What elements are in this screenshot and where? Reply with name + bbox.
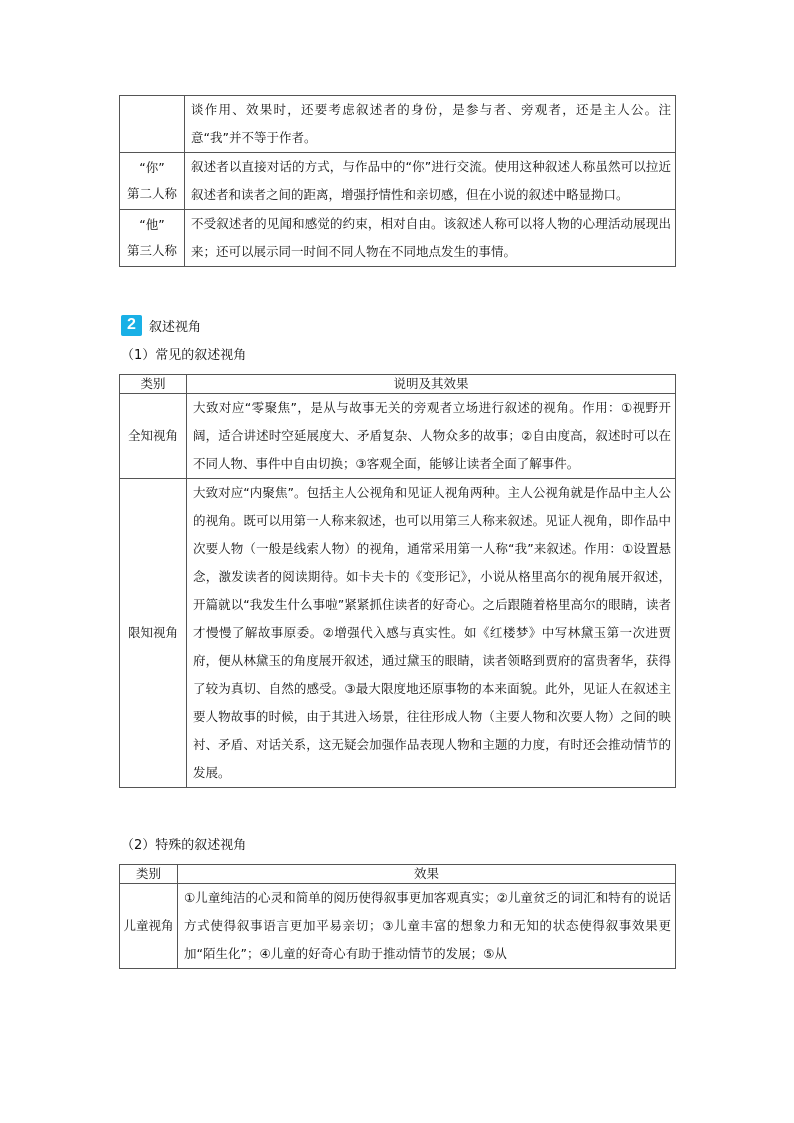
third-person-text: 不受叙述者的见闻和感觉的约束，相对自由。该叙述人称可以将人物的心理活动展现出来；还可以展示同一时间不同人物在不同地点发生的事情。 <box>185 210 676 267</box>
special-perspective-table <box>119 864 676 969</box>
row-label <box>120 96 185 153</box>
narrative-person-table <box>119 95 676 267</box>
label-line: 第三人称 <box>126 243 177 258</box>
table-row <box>120 884 676 969</box>
common-perspective-subheading: （1）常见的叙述视角 <box>121 348 247 363</box>
column-header-category: 类别 <box>120 375 187 394</box>
label-line: 第二人称 <box>126 186 177 201</box>
column-header-description: 说明及其效果 <box>187 375 676 394</box>
row-text: 谈作用、效果时，还要考虑叙述者的身份，是参与者、旁观者，还是主人公。注意“我”并不等于作者。 <box>185 96 676 153</box>
table-header-row <box>120 375 676 394</box>
table-row <box>120 96 676 153</box>
table-row <box>120 479 676 788</box>
common-perspective-table <box>119 374 676 788</box>
second-person-text: 叙述者以直接对话的方式，与作品中的“你”进行交流。使用这种叙述人称虽然可以拉近叙述者和读者之间的距离，增强抒情性和亲切感，但在小说的叙述中略显拗口。 <box>185 153 676 210</box>
limited-text: 大致对应“内聚焦”。包括主人公视角和见证人视角两种。主人公视角就是作品中主人公的视角。既可以用第一人称来叙述，也可以用第三人称来叙述。见证人视角，即作品中次要人物（一般是线索人物）的视角，通常采用第一人称“我”来叙述。作用：①设置悬念，激发读者的阅读期待。如卡夫卡的《变形记》，小说从格里高尔的视角展开叙述，开篇就以“我发生什么事啦”紧紧抓住读者的好奇心。之后跟随着格里高尔的眼睛，读者才慢慢了解故事原委。②增强代入感与真实性。如《红楼梦》中写林黛玉第一次进贾府，便从林黛玉的角度展开叙述，通过黛玉的眼睛，读者领略到贾府的富贵奢华，获得了较为真切、自然的感受。③最大限度地还原事物的本来面貌。此外，见证人在叙述主要人物故事的时候，由于其进入场景，往往形成人物（主要人物和次要人物）之间的映衬、矛盾、对话关系，这无疑会加强作品表现人物和主题的力度，有时还会推动情节的发展。 <box>187 479 676 788</box>
label-line: “他” <box>139 217 165 232</box>
section-title: 叙述视角 <box>149 319 202 335</box>
section-heading <box>121 314 201 336</box>
column-header-category: 类别 <box>120 865 178 884</box>
table-row <box>120 153 676 210</box>
second-person-label <box>120 153 185 210</box>
special-perspective-subheading: （2）特殊的叙述视角 <box>121 838 247 853</box>
column-header-effect: 效果 <box>178 865 676 884</box>
section-number-badge: 2 <box>121 315 142 336</box>
table-header-row <box>120 865 676 884</box>
table-row <box>120 210 676 267</box>
omniscient-text: 大致对应“零聚焦”，是从与故事无关的旁观者立场进行叙述的视角。作用：①视野开阔，适合讲述时空延展度大、矛盾复杂、人物众多的故事；②自由度高，叙述时可以在不同人物、事件中自由切换；③客观全面，能够让读者全面了解事件。 <box>187 394 676 479</box>
label-line: “你” <box>139 160 165 175</box>
third-person-label <box>120 210 185 267</box>
child-perspective-text: ①儿童纯洁的心灵和简单的阅历使得叙事更加客观真实；②儿童贫乏的词汇和特有的说话方式使得叙事语言更加平易亲切；③儿童丰富的想象力和无知的状态使得叙事效果更加“陌生化”；④儿童的好奇心有助于推动情节的发展；⑤从 <box>178 884 676 969</box>
omniscient-label: 全知视角 <box>120 394 187 479</box>
table-row <box>120 394 676 479</box>
limited-label: 限知视角 <box>120 479 187 788</box>
child-perspective-label: 儿童视角 <box>120 884 178 969</box>
